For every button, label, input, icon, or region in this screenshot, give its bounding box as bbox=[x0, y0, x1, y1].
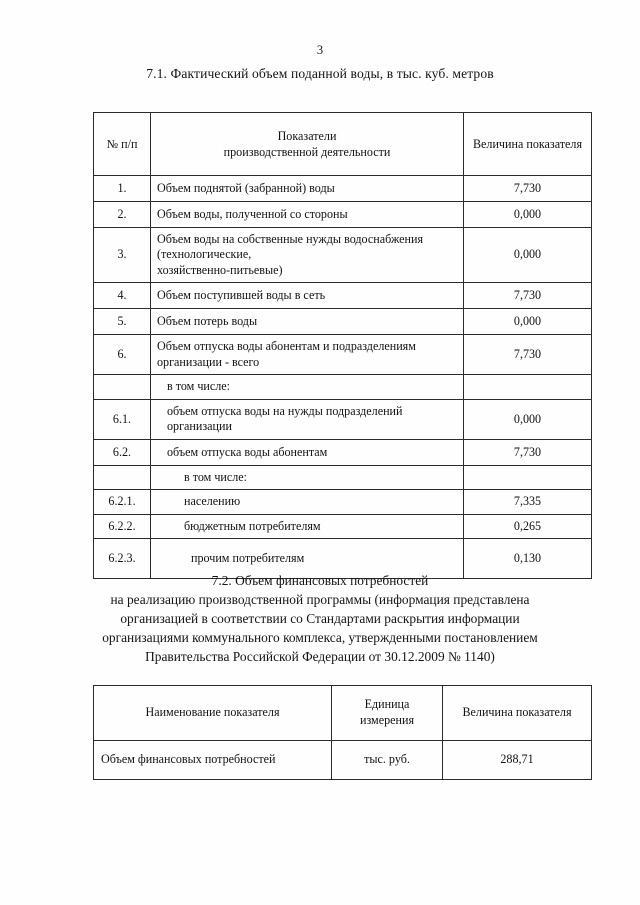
row-number-cell bbox=[94, 309, 151, 335]
row-indicator: Объем потерь воды bbox=[157, 314, 258, 329]
row-value: 0,000 bbox=[513, 206, 542, 221]
row-number-cell bbox=[94, 490, 151, 514]
row-indicator: населению bbox=[184, 494, 241, 509]
row-indicator: в том числе: bbox=[184, 469, 248, 484]
row-number-cell bbox=[94, 335, 151, 375]
row-unit: тыс. руб. bbox=[364, 752, 410, 767]
row-value-cell bbox=[464, 335, 592, 375]
row-value: 0,000 bbox=[513, 314, 542, 329]
row-value: 0,000 bbox=[513, 247, 542, 262]
row-indicator-line-1: Объем отпуска воды абонентам и подразделениям bbox=[157, 339, 416, 354]
header-cell-unit bbox=[332, 686, 443, 741]
table-row bbox=[94, 228, 592, 283]
row-number: 6.2.1. bbox=[108, 494, 136, 509]
row-value: 7,730 bbox=[513, 288, 542, 303]
row-indicator-block bbox=[151, 400, 463, 439]
row-number: 4. bbox=[117, 288, 127, 303]
row-indicator: бюджетным потребителям bbox=[184, 518, 321, 533]
table-financial-needs bbox=[93, 685, 592, 780]
row-number-cell bbox=[94, 202, 151, 228]
row-value bbox=[464, 383, 591, 391]
row-number: 5. bbox=[117, 314, 127, 329]
header-cell-value bbox=[464, 113, 592, 176]
row-number: 6.2.3. bbox=[108, 550, 136, 565]
row-unit-cell bbox=[332, 741, 443, 780]
row-indicator-cell bbox=[151, 228, 464, 283]
table-row bbox=[94, 335, 592, 375]
row-indicator-cell bbox=[151, 202, 464, 228]
row-value: 288,71 bbox=[500, 752, 534, 767]
row-indicator-block bbox=[151, 335, 463, 374]
row-number-cell bbox=[94, 375, 151, 399]
row-indicator-cell bbox=[151, 176, 464, 202]
row-indicator-line-2: (технологические, bbox=[157, 247, 252, 262]
row-indicator-cell bbox=[151, 439, 464, 465]
row-number: 2. bbox=[117, 206, 127, 221]
header-name-label: Наименование показателя bbox=[145, 705, 280, 720]
row-number-cell bbox=[94, 514, 151, 538]
table-row-subheading bbox=[94, 375, 592, 399]
section-title-7-1: 7.1. Фактический объем поданной воды, в тыс. куб. метров bbox=[146, 66, 494, 81]
row-name: Объем финансовых потребностей bbox=[101, 752, 276, 767]
table-actual-water-volumes bbox=[93, 112, 592, 579]
row-number bbox=[94, 383, 150, 391]
table-header-row bbox=[94, 686, 592, 741]
header-indicator-line-1: Показатели bbox=[277, 128, 337, 143]
row-indicator: Объем поднятой (забранной) воды bbox=[157, 180, 335, 195]
row-value: 0,000 bbox=[513, 411, 542, 426]
row-value: 7,730 bbox=[513, 444, 542, 459]
section-title-7-2 bbox=[20, 571, 620, 666]
row-indicator-line-1: объем отпуска воды на нужды подразделений bbox=[167, 403, 403, 418]
row-indicator-block bbox=[151, 228, 463, 282]
row-indicator: Объем поступившей воды в сеть bbox=[157, 288, 326, 303]
row-number-cell bbox=[94, 283, 151, 309]
table-header-row bbox=[94, 113, 592, 176]
row-value-cell bbox=[464, 439, 592, 465]
header-indicator-line-2: производственной деятельности bbox=[223, 145, 391, 159]
header-unit-line-2: измерения bbox=[359, 713, 415, 727]
section-7-2-line-2: на реализацию производственной программы (информация представлена bbox=[110, 592, 530, 608]
row-value: 0,130 bbox=[513, 550, 542, 565]
row-indicator-cell bbox=[151, 399, 464, 439]
page-number: 3 bbox=[316, 43, 324, 57]
header-unit-line-1: Единица bbox=[364, 697, 410, 712]
header-unit-block bbox=[332, 693, 442, 732]
row-number-cell bbox=[94, 439, 151, 465]
table-row bbox=[94, 202, 592, 228]
row-indicator-line-3: хозяйственно-питьевые) bbox=[157, 262, 283, 277]
row-value-cell bbox=[464, 399, 592, 439]
row-indicator: объем отпуска воды абонентам bbox=[167, 444, 328, 459]
header-cell-name bbox=[94, 686, 332, 741]
row-number-cell bbox=[94, 176, 151, 202]
header-value-label: Величина показателя bbox=[462, 705, 572, 720]
header-number-label: № п/п bbox=[106, 136, 138, 151]
header-cell-value bbox=[443, 686, 592, 741]
row-indicator: прочим потребителям bbox=[191, 550, 305, 565]
header-cell-number bbox=[94, 113, 151, 176]
row-value-cell bbox=[464, 283, 592, 309]
row-number: 6.1. bbox=[112, 411, 132, 426]
section-7-2-line-1: 7.2. Объем финансовых потребностей bbox=[211, 573, 429, 588]
row-indicator-cell bbox=[151, 335, 464, 375]
row-indicator-cell bbox=[151, 465, 464, 489]
table-row bbox=[94, 514, 592, 538]
row-indicator-line-2: организации - всего bbox=[157, 354, 260, 369]
table-row bbox=[94, 439, 592, 465]
row-number-cell bbox=[94, 399, 151, 439]
row-value-cell bbox=[443, 741, 592, 780]
row-indicator-cell bbox=[151, 375, 464, 399]
section-7-2-line-4: организациями коммунального комплекса, утвержденными постановлением bbox=[102, 630, 538, 646]
row-indicator: Объем воды, полученной со стороны bbox=[157, 206, 348, 221]
row-value-cell bbox=[464, 228, 592, 283]
row-number-cell bbox=[94, 228, 151, 283]
table-row bbox=[94, 309, 592, 335]
row-value-cell bbox=[464, 202, 592, 228]
row-number: 6.2. bbox=[112, 444, 132, 459]
row-indicator-line-2: организации bbox=[167, 419, 232, 434]
row-name-cell bbox=[94, 741, 332, 780]
row-value bbox=[464, 473, 591, 481]
table-row-subheading bbox=[94, 465, 592, 489]
section-7-2-line-5: Правительства Российской Федерации от 30.12.2009 № 1140) bbox=[145, 649, 495, 665]
table-row bbox=[94, 176, 592, 202]
header-indicator-block bbox=[151, 118, 463, 171]
table-row bbox=[94, 283, 592, 309]
row-value-cell bbox=[464, 176, 592, 202]
table-row bbox=[94, 490, 592, 514]
row-number: 6. bbox=[117, 347, 127, 362]
row-indicator-cell bbox=[151, 490, 464, 514]
row-value-cell bbox=[464, 375, 592, 399]
row-indicator-cell bbox=[151, 309, 464, 335]
row-number: 3. bbox=[117, 247, 127, 262]
row-number bbox=[94, 473, 150, 481]
row-indicator: в том числе: bbox=[167, 379, 231, 394]
row-value-cell bbox=[464, 490, 592, 514]
row-value: 7,730 bbox=[513, 347, 542, 362]
row-number: 1. bbox=[117, 180, 127, 195]
row-value: 0,265 bbox=[513, 518, 542, 533]
header-value-label: Величина показателя bbox=[472, 136, 583, 151]
row-value-cell bbox=[464, 465, 592, 489]
row-number: 6.2.2. bbox=[108, 518, 136, 533]
row-indicator-line-1: Объем воды на собственные нужды водоснабжения bbox=[157, 232, 424, 246]
row-value-cell bbox=[464, 309, 592, 335]
header-cell-indicator bbox=[151, 113, 464, 176]
table-row bbox=[94, 741, 592, 780]
table-row bbox=[94, 399, 592, 439]
row-indicator-cell bbox=[151, 514, 464, 538]
row-indicator-cell bbox=[151, 283, 464, 309]
row-value-cell bbox=[464, 514, 592, 538]
row-value: 7,335 bbox=[513, 494, 542, 509]
row-number-cell bbox=[94, 465, 151, 489]
row-value: 7,730 bbox=[513, 180, 542, 195]
section-7-2-line-3: организацией в соответствии со Стандартами раскрытия информации bbox=[120, 611, 520, 627]
